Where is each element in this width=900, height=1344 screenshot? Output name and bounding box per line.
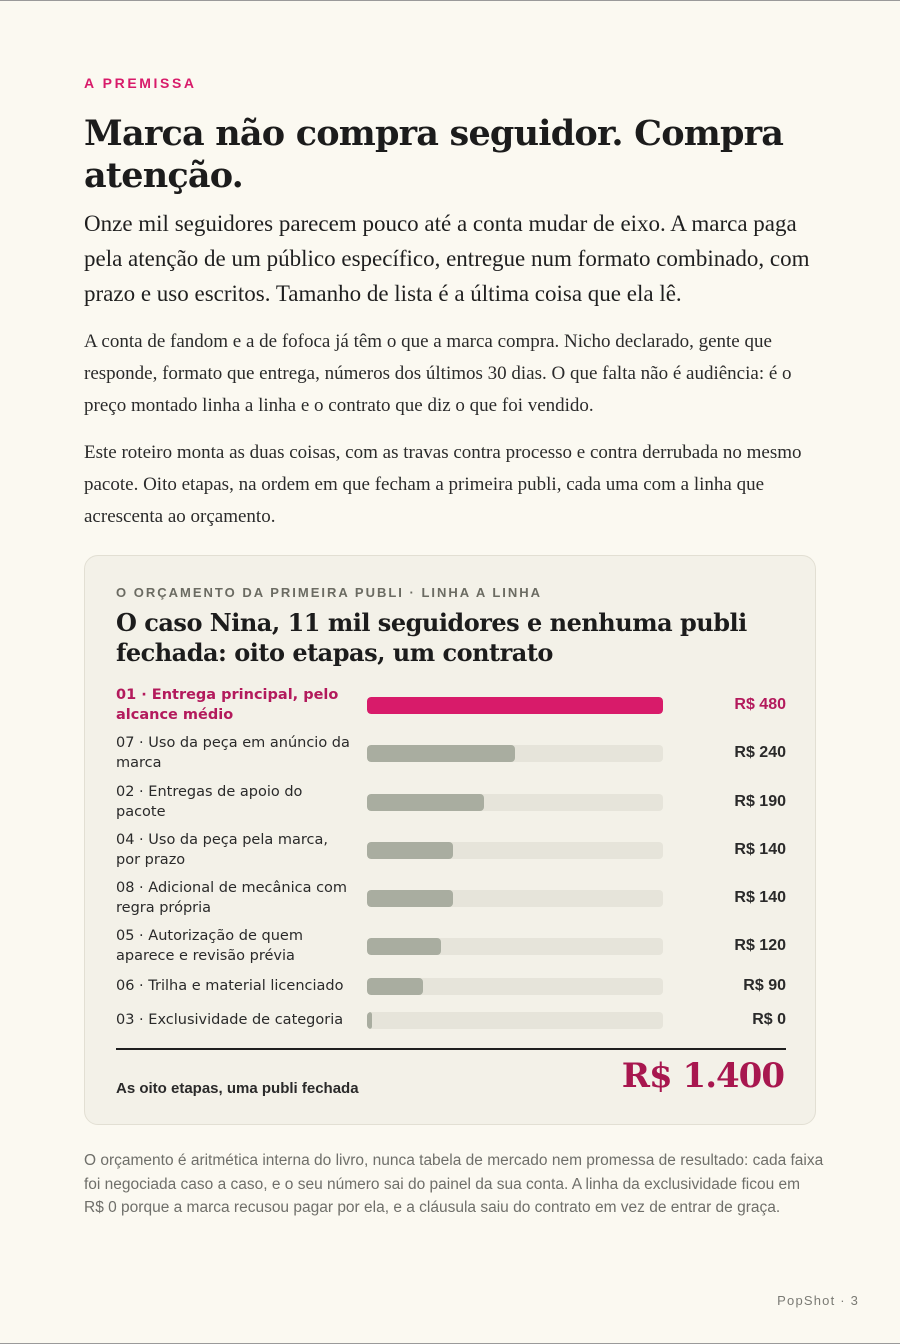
budget-row-value: R$ 240 [734,744,786,761]
budget-row-value: R$ 90 [743,977,786,994]
body-paragraph: Este roteiro monta as duas coisas, com as travas contra processo e contra derrubada no mesmo pacote. Oito etapas, na ordem em que fecham a primeira publi, cada uma com a linha que acrescenta ao orçamento. [84,442,802,527]
budget-row [116,830,786,870]
budget-row [116,926,786,966]
section-kicker: A PREMISSA [84,75,197,91]
budget-bar [367,978,423,995]
budget-row-value: R$ 190 [734,793,786,810]
budget-bar-track [367,938,663,955]
total-value: R$ 1.400 [621,1056,784,1096]
budget-row-value: R$ 480 [734,696,786,713]
budget-bar-track [367,1012,663,1029]
budget-row-value: R$ 0 [752,1011,786,1028]
total-divider [116,1048,786,1050]
budget-row [116,1010,786,1030]
budget-bar [367,890,453,907]
budget-row-label: 06 · Trilha e material licenciado [116,978,344,994]
page-title: Marca não compra seguidor. Compra atenção. [84,113,784,196]
budget-bar-track [367,697,663,714]
budget-bar-track [367,745,663,762]
budget-row [116,733,786,773]
budget-row-label: 04 · Uso da peça pela marca, por prazo [116,832,328,868]
budget-row-label: 03 · Exclusividade de categoria [116,1012,344,1028]
budget-row [116,685,786,725]
budget-row [116,782,786,822]
budget-row [116,976,786,996]
budget-bar [367,697,663,714]
budget-bar-track [367,890,663,907]
budget-bar [367,794,484,811]
footnote: O orçamento é aritmética interna do livro, nunca tabela de mercado nem promessa de resultado: cada faixa foi negociada caso a caso, e o seu número sai do painel da sua conta. A linha da exclusividade ficou em R$ 0 porque a marca recusou pagar por ela, e a cláusula saiu do contrato em vez de entrar de graça. [84,1152,824,1216]
total-label: As oito etapas, uma publi fechada [116,1080,359,1097]
budget-bar [367,938,441,955]
budget-row-label: 02 · Entregas de apoio do pacote [116,784,303,820]
card-title: O caso Nina, 11 mil seguidores e nenhuma publi fechada: oito etapas, um contrato [116,608,747,667]
budget-row-label: 07 · Uso da peça em anúncio da marca [116,735,350,771]
budget-bar-track [367,794,663,811]
budget-row-label: 08 · Adicional de mecânica com regra própria [116,880,348,916]
budget-card [84,555,816,1125]
page-footer: PopShot · 3 [777,1293,859,1308]
budget-row-label: 05 · Autorização de quem aparece e revisão prévia [116,928,303,964]
body-paragraph: A conta de fandom e a de fofoca já têm o que a marca compra. Nicho declarado, gente que responde, formato que entrega, números dos últimos 30 dias. O que falta não é audiência: é o preço montado linha a linha e o contrato que diz o que foi vendido. [84,331,792,416]
budget-row-value: R$ 140 [734,841,786,858]
budget-bar [367,745,515,762]
budget-row-value: R$ 140 [734,889,786,906]
lede-paragraph: Onze mil seguidores parecem pouco até a conta mudar de eixo. A marca paga pela atenção de um público específico, entregue num formato combinado, com prazo e uso escritos. Tamanho de lista é a última coisa que ela lê. [84,211,810,306]
budget-row [116,878,786,918]
budget-row-label: 01 · Entrega principal, pelo alcance médio [116,687,339,723]
budget-bar-track [367,978,663,995]
card-kicker: O ORÇAMENTO DA PRIMEIRA PUBLI · LINHA A LINHA [116,585,543,600]
budget-bar [367,1012,372,1029]
budget-bar [367,842,453,859]
budget-row-value: R$ 120 [734,937,786,954]
budget-bar-track [367,842,663,859]
